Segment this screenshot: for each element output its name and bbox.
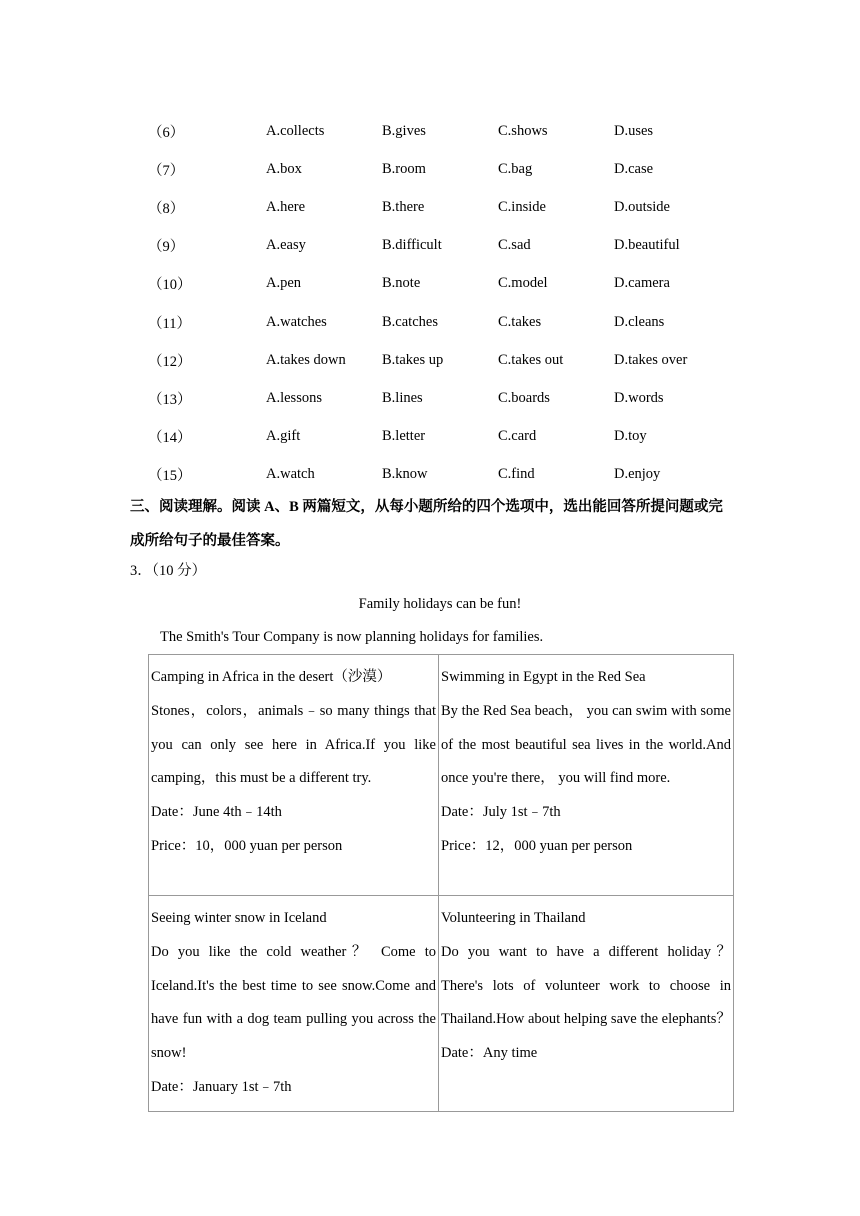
tour-title: Swimming in Egypt in the Red Sea (441, 669, 646, 685)
option-list (148, 112, 748, 494)
option-c: C.model (498, 275, 548, 292)
option-row-7 (148, 150, 748, 188)
option-d: D.words (614, 389, 664, 406)
option-c: C.takes (498, 313, 542, 330)
tour-cell-iceland (149, 896, 439, 1112)
passage-intro: The Smith's Tour Company is now planning holidays for families. (160, 629, 544, 645)
question-number-label: 3．（10 分） (130, 563, 207, 579)
tour-title: Seeing winter snow in Iceland (151, 910, 327, 926)
tour-price: Price：12，000 yuan per person (441, 837, 633, 854)
option-b: B.gives (382, 122, 426, 139)
question-number: （8） (148, 200, 185, 217)
option-b: B.know (382, 466, 428, 483)
option-d: D.outside (614, 198, 670, 215)
option-a: A.lessons (266, 389, 322, 406)
option-c: C.boards (498, 389, 550, 406)
tour-cell-egypt (439, 655, 734, 896)
option-d: D.camera (614, 275, 670, 292)
question-number: （9） (148, 239, 185, 256)
option-d: D.beautiful (614, 237, 680, 254)
section-heading: 三、阅读理解。阅读 A、B 两篇短文，从每小题所给的四个选项中，选出能回答所提问题或完成所给句子的最佳答案。 (130, 499, 723, 549)
option-c: C.bag (498, 160, 533, 177)
option-row-14 (148, 418, 748, 456)
option-row-13 (148, 379, 748, 417)
tour-description: Do you want to have a different holiday？ There's lots of volunteer work to choose in Thailand.How about helping save the elephants？ (441, 943, 731, 1028)
option-c: C.card (498, 428, 537, 445)
option-c: C.inside (498, 198, 546, 215)
option-b: B.catches (382, 313, 438, 330)
option-row-12 (148, 341, 748, 379)
tour-title: Volunteering in Thailand (441, 910, 586, 926)
option-d: D.toy (614, 428, 647, 445)
option-b: B.there (382, 198, 425, 215)
option-a: A.watch (266, 466, 315, 483)
option-a: A.here (266, 198, 306, 215)
question-number: （11） (148, 315, 191, 332)
option-row-9 (148, 227, 748, 265)
tour-cell-africa (149, 655, 439, 896)
tour-date: Date：July 1st﹣7th (441, 804, 561, 821)
question-number: （10） (148, 277, 192, 294)
tour-cell-thailand (439, 896, 734, 1112)
option-a: A.takes down (266, 351, 346, 368)
tour-date: Date：Any time (441, 1045, 538, 1062)
question-number: （15） (148, 468, 192, 485)
option-d: D.case (614, 160, 654, 177)
option-d: D.takes over (614, 351, 688, 368)
option-row-6 (148, 112, 748, 150)
option-b: B.letter (382, 428, 426, 445)
passage-title: Family holidays can be fun! (358, 596, 522, 612)
question-number: （7） (148, 162, 185, 179)
tour-description: Stones，colors，animals﹣so many things that you can only see here in Africa.If you like camping，this must be a different try. (151, 702, 436, 787)
option-a: A.easy (266, 237, 306, 254)
option-a: A.pen (266, 275, 302, 292)
question-number: （6） (148, 124, 185, 141)
question-number: （12） (148, 353, 192, 370)
tour-description: Do you like the cold weather？ Come to Iceland.It's the best time to see snow.Come and have fun with a dog team pulling you across the snow! (151, 943, 436, 1062)
option-a: A.collects (266, 122, 325, 139)
tour-price: Price：10，000 yuan per person (151, 837, 343, 854)
option-d: D.uses (614, 122, 654, 139)
tour-date: Date：June 4th﹣14th (151, 804, 282, 821)
option-row-10 (148, 265, 748, 303)
option-b: B.takes up (382, 351, 444, 368)
tour-description: By the Red Sea beach， you can swim with some of the most beautiful sea lives in the world.And once you're there， you will find more. (441, 702, 731, 787)
option-c: C.shows (498, 122, 548, 139)
option-b: B.difficult (382, 237, 442, 254)
question-number: （13） (148, 391, 192, 408)
option-b: B.note (382, 275, 421, 292)
option-row-15 (148, 456, 748, 494)
option-d: D.cleans (614, 313, 665, 330)
option-a: A.box (266, 160, 302, 177)
tour-date: Date：January 1st﹣7th (151, 1078, 292, 1095)
option-c: C.find (498, 466, 535, 483)
option-row-8 (148, 188, 748, 226)
option-row-11 (148, 303, 748, 341)
option-b: B.lines (382, 389, 423, 406)
option-c: C.sad (498, 237, 531, 254)
question-number: （14） (148, 430, 192, 447)
option-c: C.takes out (498, 351, 564, 368)
tour-table (148, 654, 734, 1112)
option-a: A.watches (266, 313, 327, 330)
option-b: B.room (382, 160, 426, 177)
option-a: A.gift (266, 428, 301, 445)
tour-title: Camping in Africa in the desert（沙漠） (151, 669, 392, 685)
option-d: D.enjoy (614, 466, 661, 483)
